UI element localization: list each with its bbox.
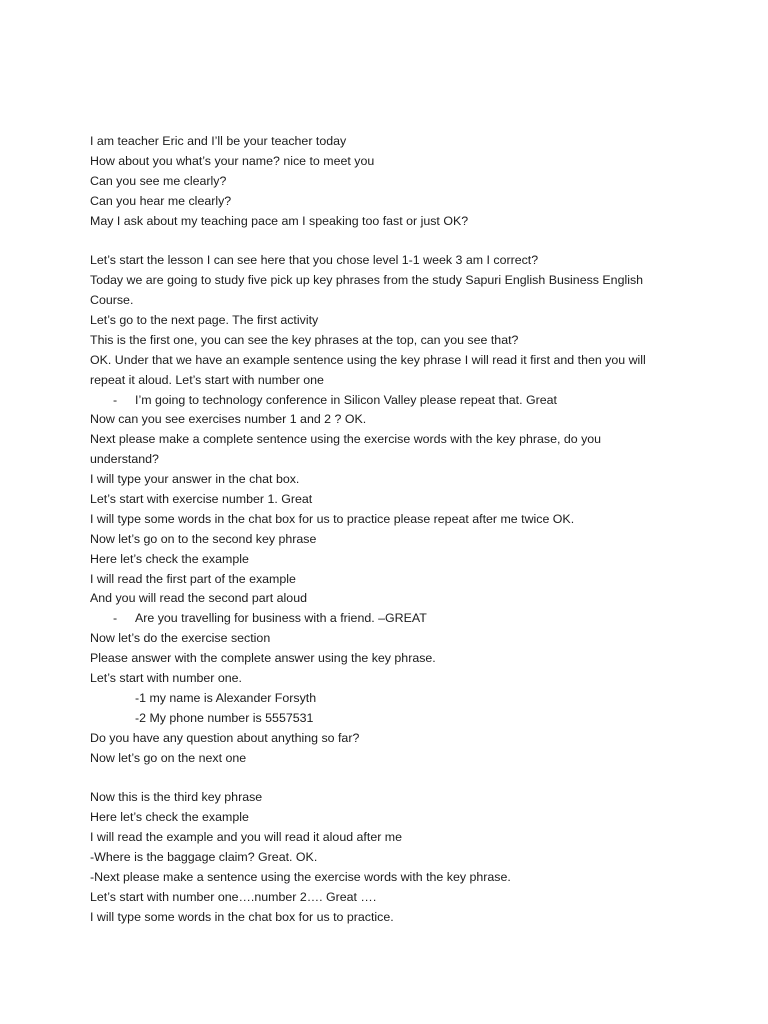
text-line: repeat it aloud. Let’s start with number one [90,372,324,387]
text-line: May I ask about my teaching pace am I speaking too fast or just OK? [90,213,469,228]
bullet-item [90,609,690,629]
text-line: Today we are going to study five pick up key phrases from the study Sapuri English Business English [90,273,644,288]
text-line: Here let’s check the example [90,551,249,566]
text-line: Here let’s check the example [90,810,249,825]
text-line: Let’s start the lesson I can see here that you chose level 1-1 week 3 am I correct? [90,253,539,268]
text-line: And you will read the second part aloud [90,591,307,606]
text-line: I will type your answer in the chat box. [90,472,300,487]
text-line: I will type some words in the chat box for us to practice. [90,909,394,924]
text-line: OK. Under that we have an example sentence using the key phrase I will read it first and then you will [90,352,646,367]
bullet-dash: - [113,611,118,626]
bullet-item [90,391,690,411]
text-line: Now let’s go on to the second key phrase [90,531,317,546]
blank-line [90,769,690,789]
bullet-text: I’m going to technology conference in Silicon Valley please repeat that. Great [135,392,557,407]
text-line: Let’s start with number one. [90,671,242,686]
text-line: Please answer with the complete answer using the key phrase. [90,651,436,666]
text-line: Can you see me clearly? [90,173,227,188]
text-line: This is the first one, you can see the key phrases at the top, can you see that? [90,332,519,347]
blank-line [90,231,690,251]
text-line: -Next please make a sentence using the exercise words with the key phrase. [90,869,511,884]
indented-item: -2 My phone number is 5557531 [135,710,314,725]
text-line: Let’s start with exercise number 1. Great [90,492,313,507]
document-body [90,132,690,928]
text-line: Let’s start with number one….number 2…. Great …. [90,889,377,904]
text-line: I will read the first part of the example [90,571,296,586]
text-line: Now can you see exercises number 1 and 2 ? OK. [90,412,367,427]
indented-item: -1 my name is Alexander Forsyth [135,690,317,705]
text-line: How about you what’s your name? nice to meet you [90,153,375,168]
bullet-text: Are you travelling for business with a friend. –GREAT [135,611,427,626]
text-line: Course. [90,293,134,308]
text-line: Now let’s do the exercise section [90,631,271,646]
text-line: Let’s go to the next page. The first activity [90,313,319,328]
text-line: I will read the example and you will read it aloud after me [90,830,402,845]
text-line: Now this is the third key phrase [90,790,263,805]
text-line: Do you have any question about anything so far? [90,730,360,745]
text-line: Now let’s go on the next one [90,750,247,765]
text-line: Next please make a complete sentence using the exercise words with the key phrase, do you [90,432,602,447]
text-line: I am teacher Eric and I’ll be your teacher today [90,134,347,148]
text-line: Can you hear me clearly? [90,193,232,208]
text-line: -Where is the baggage claim? Great. OK. [90,850,318,865]
text-line: understand? [90,452,159,467]
bullet-dash: - [113,392,118,407]
text-line: I will type some words in the chat box for us to practice please repeat after me twice OK. [90,511,575,526]
